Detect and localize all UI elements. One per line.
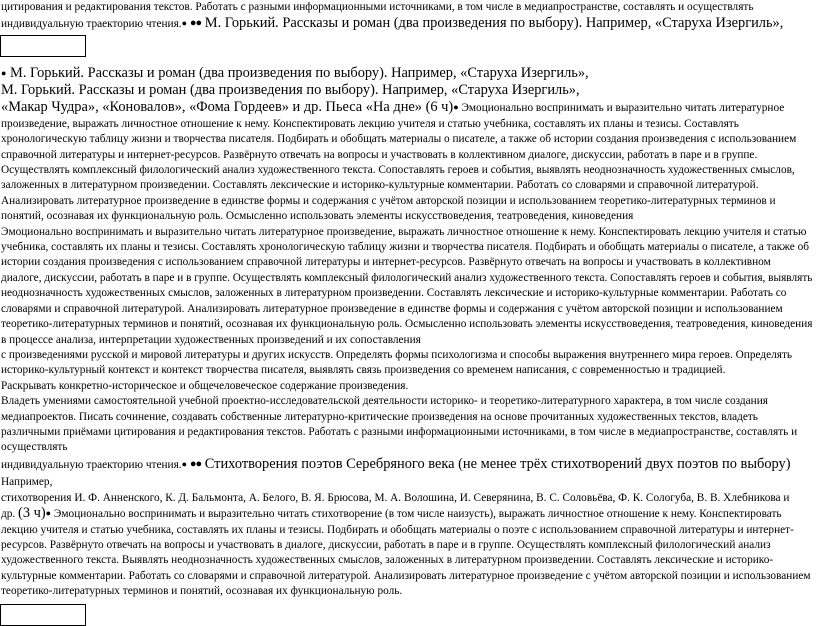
silver-age-heading-line (0, 456, 816, 491)
example-label: Например, (1, 475, 53, 488)
empty-table-cell (0, 35, 86, 57)
gorky-heading-text: М. Горький. Рассказы и роман (два произведения по выбору). Например, «Старуха Изергиль», (6, 65, 589, 82)
gorky-works-line (0, 99, 816, 116)
activities-paragraph: с произведениями русской и мировой литературы и других искусств. Определять формы психологизма и способы выражения внутреннего мира героев. Определять историко-культурный контекст и контекст творчества писателя, выявлять связь произведения со временем написания, с современностью и традицией. (1, 348, 793, 377)
double-bullet-icon: ●● (189, 17, 202, 30)
bullet-icon: ● (1, 68, 7, 79)
intro-text-line: цитирования и редактирования текстов. Работать с разными информационными источниками, в том числе в медиапространстве, составлять и осуществлять (1, 1, 754, 13)
gorky-works-text: «Макар Чудра», «Коновалов», «Фома Гордеев» и др. Пьеса «На дне» (6 ч) (1, 99, 454, 116)
empty-table-cell (0, 604, 86, 626)
reading-path-line (0, 15, 816, 33)
hours-label: (3 ч) (18, 505, 46, 522)
bullet-icon: ● (181, 18, 188, 29)
activities-paragraph: Владеть умениями самостоятельной учебной проектно-исследовательской деятельности историко- и теоретико-литературного характера, в том числе создания медиапроектов. Писать сочинение, создавать собственные литературно-критические произведения на основе прочитанных художественных текстов, владеть различными приёмами цитирования и редактирования текстов. Работать с разными информационными источниками, в том числе в медиапространстве, составлять и осуществлять (1, 395, 798, 454)
activities-lead-text: Эмоционально воспринимать и выразительно читать литературное (458, 102, 785, 115)
silver-age-heading-text: Стихотворения поэтов Серебряного века (не менее трёх стихотворений двух поэтов по выбору) (201, 455, 791, 472)
reading-path-text: индивидуальную траекторию чтения. (1, 18, 182, 31)
double-bullet-icon: ●● (189, 457, 202, 470)
activities-paragraph: Раскрывать конкретно-историческое и общечеловеческое содержание произведения. (1, 379, 409, 392)
gorky-activities-paragraph: произведение, выражать личностное отношение к нему. Конспектировать лекцию учителя и статью учебника, составлять их планы и тезисы. Составлять хронологическую таблицу жизни и творчества писателя. Подбирать и обобщать материалы о писателе, а также об истории создания произведения с использованием справочной литературы и интернет-ресурсов. Развёрнуто отвечать на вопросы и участвовать в коллективном диалоге, дискуссии, работать в паре и в группе. Осуществлять комплексный филологический анализ художественного текста. Сопоставлять героев и события, выявлять неоднозначность художественных смыслов, заложенных в литературном произведении. Составлять лексические и историко-культурные комментарии. Работать со словарями и справочной литературой. Анализировать литературное произведение в единстве формы и содержания с учётом авторской позиции и использованием теоретико-литературных терминов и понятий, осознавая их функциональную роль. Осмысленно использовать элементы искусствоведения, театроведения, киноведения (1, 117, 797, 223)
etc-text: др. (1, 508, 19, 521)
gorky-heading-line: М. Горький. Рассказы и роман (два произведения по выбору). Например, «Старуха Изергиль», (1, 82, 580, 99)
silver-age-activities-text: Эмоционально воспринимать и выразительно читать стихотворение (в том числе наизусть), выражать личностное отношение к нему. Конспектировать лекцию учителя и статью учебника, составлять их планы и тезисы. Подбирать и обобщать материалы о поэте с использованием справочной литературы и интернет-ресурсов. Развёрнуто отвечать на вопросы и участвовать в диалоге, дискуссии, работать в паре и в группе. Осуществлять комплексный филологический анализ художественного текста. Выявлять неоднозначность художественных смыслов, заложенных в литературном произведении. Составлять лексические и историко-культурные комментарии. Работать со словарями и справочной литературой. Анализировать литературное произведение с учётом авторской позиции и использованием теоретико-литературных терминов и понятий, осознавая их функциональную роль. (1, 508, 811, 598)
bullet-icon: ● (181, 458, 188, 469)
reading-path-text: индивидуальную траекторию чтения. (1, 458, 182, 471)
gorky-heading-line (0, 65, 816, 82)
gorky-heading-text: М. Горький. Рассказы и роман (два произведения по выбору). Например, «Старуха Изергиль», (201, 15, 784, 32)
silver-age-activities-paragraph (0, 506, 816, 599)
bullet-icon: ● (45, 508, 52, 519)
activities-paragraph: Эмоционально воспринимать и выразительно читать литературное произведение, выражать личностное отношение к нему. Конспектировать лекцию учителя и статью учебника, составлять их планы и тезисы. Составлять хронологическую таблицу жизни и творчества писателя. Подбирать и обобщать материалы о писателе, а также об истории создания произведения с использованием справочной литературы и интернет-ресурсов. Развёрнуто отвечать на вопросы и участвовать в коллективном диалоге, дискуссии, работать в паре и в группе. Осуществлять комплексный филологический анализ художественного текста. Сопоставлять героев и события, выявлять неоднозначность художественных смыслов, заложенных в литературном произведении. Составлять лексические и историко-культурные комментарии. Работать со словарями и справочной литературой. Анализировать литературное произведение в единстве формы и содержания с учётом авторской позиции и использованием теоретико-литературных терминов и понятий, осознавая их функциональную роль. Осмысленно использовать элементы искусствоведения, театроведения, киноведения в процессе анализа, интерпретации художественных произведений и их сопоставления (1, 225, 813, 346)
silver-age-poets-line: стихотворения И. Ф. Анненского, К. Д. Бальмонта, А. Белого, В. Я. Брюсова, М. А. Волошина, И. Северянина, В. С. Соловьёва, Ф. К. Сологуба, В. В. Хлебникова и (1, 491, 790, 504)
bullet-icon: ● (453, 102, 459, 113)
